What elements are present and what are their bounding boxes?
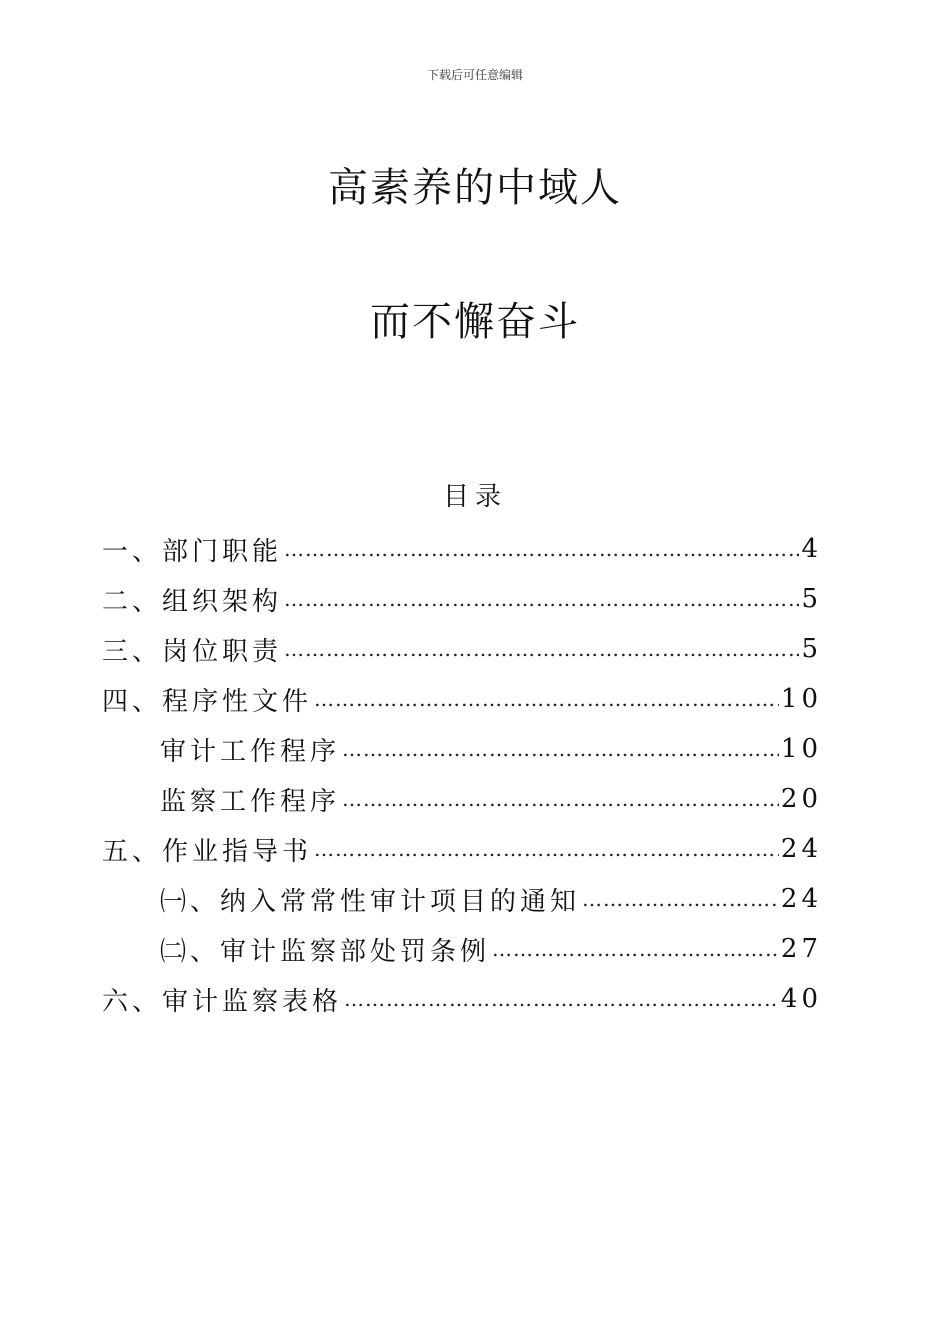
toc-subentry-audit-procedure[interactable] [102,724,822,774]
toc-entry-page: 27 [780,934,822,964]
toc-entry-number: 三、 [102,636,163,667]
toc-entry-label: 监察工作程序 [160,786,341,817]
toc-entry-label: 部门职能 [162,536,283,567]
toc-entry-label: 程序性文件 [162,686,313,717]
toc-entry-label: ㈡、审计监察部处罚条例 [160,936,491,967]
toc-entry-label: 审计监察表格 [162,986,343,1017]
toc-entry-page: 20 [780,784,822,814]
toc-entry-label: 岗位职责 [162,636,283,667]
toc-subentry-supervision-procedure[interactable] [102,774,822,824]
toc-entry-label: 组织架构 [162,586,283,617]
toc-entry-number: 二、 [102,586,163,617]
toc-entry-label: 审计工作程序 [160,736,341,767]
toc-entry-number: 四、 [102,686,163,717]
toc-entry-page: 10 [780,734,822,764]
toc-entry-page: 5 [801,584,822,614]
toc-entry-number: 一、 [102,536,163,567]
toc-heading: 目录 [442,482,507,512]
toc-entry-page: 5 [801,634,822,664]
toc-entry-page: 40 [780,984,822,1014]
document-subtitle: 而不懈奋斗 [370,299,580,345]
toc-entry-page: 4 [801,534,822,564]
toc-leader-dots [342,739,779,759]
toc-entry-6[interactable] [102,974,822,1024]
toc-entry-2[interactable] [102,574,822,624]
toc-entry-number: 六、 [102,986,163,1017]
toc-entry-page: 10 [780,684,822,714]
toc-subentry-audit-notice[interactable] [102,874,822,924]
toc-leader-dots [344,989,779,1009]
toc-leader-dots [284,539,799,559]
toc-leader-dots [314,689,779,709]
toc-entry-label: ㈠、纳入常常性审计项目的通知 [160,886,581,917]
toc-entry-page: 24 [780,884,822,914]
toc-leader-dots [492,939,779,959]
toc-entry-5[interactable] [102,824,822,874]
toc-leader-dots [284,639,799,659]
toc-entry-1[interactable] [102,524,822,574]
toc-leader-dots [314,839,779,859]
toc-entry-label: 作业指导书 [162,836,313,867]
toc-entry-page: 24 [780,834,822,864]
toc-leader-dots [284,589,799,609]
toc-subentry-penalty-rules[interactable] [102,924,822,974]
document-title: 高素养的中域人 [328,165,622,211]
toc-entry-4[interactable] [102,674,822,724]
header-note: 下载后可任意编辑 [426,68,523,82]
table-of-contents [102,524,822,1024]
toc-leader-dots [342,789,779,809]
toc-entry-number: 五、 [102,836,163,867]
toc-entry-3[interactable] [102,624,822,674]
toc-leader-dots [582,889,779,909]
